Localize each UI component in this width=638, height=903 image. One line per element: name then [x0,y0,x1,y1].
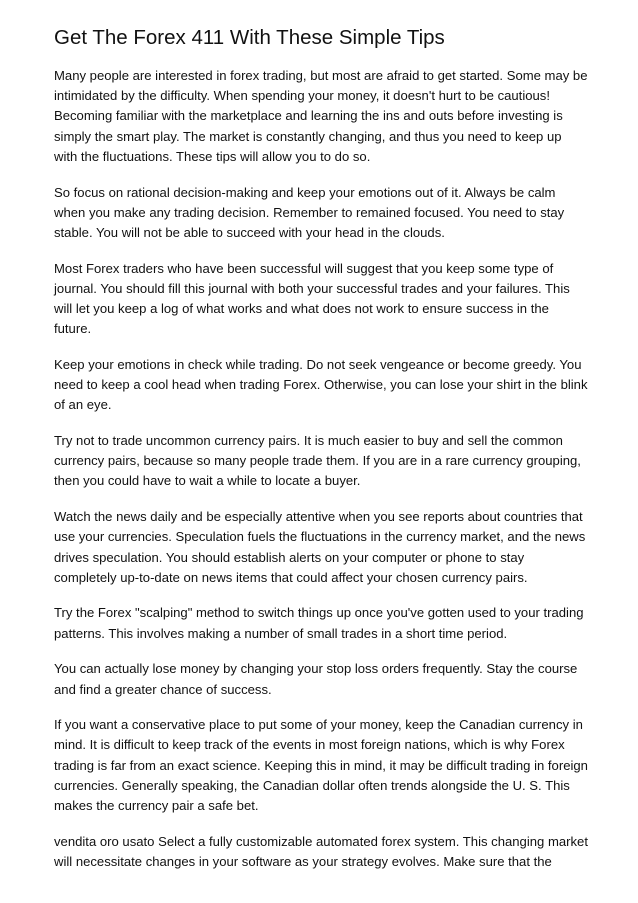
paragraph-9: If you want a conservative place to put some of your money, keep the Canadian currency in mind. It is difficult to keep track of the events in most foreign nations, which is why Forex trading is far from an exact science. Keeping this in mind, it may be difficult trading in foreign currencies. Generally speaking, the Canadian dollar often trends alongside the U. S. This makes the currency pair a safe bet. [54,717,588,814]
paragraph-4: Keep your emotions in check while trading. Do not seek vengeance or become greedy. You need to keep a cool head when trading Forex. Otherwise, you can lose your shirt in the blink of an eye. [54,356,588,413]
paragraph-2: So focus on rational decision-making and keep your emotions out of it. Always be calm when you make any trading decision. Remember to remained focused. You need to stay stable. You will not be able to succeed with your head in the clouds. [54,184,565,240]
paragraph-10: vendita oro usato Select a fully customizable automated forex system. This changing market will necessitate changes in your software as your strategy evolves. Make sure that the [54,833,588,869]
document-title: Get The Forex 411 With These Simple Tips [54,26,445,49]
paragraph-8: You can actually lose money by changing your stop loss orders frequently. Stay the course and find a greater chance of success. [54,661,578,697]
paragraph-6: Watch the news daily and be especially attentive when you see reports about countries that use your currencies. Speculation fuels the fluctuations in the currency market, and the news drives speculation. You should establish alerts on your computer or phone to stay completely up-to-date on news items that could affect your chosen currency pairs. [54,509,586,585]
paragraph-5: Try not to trade uncommon currency pairs. It is much easier to buy and sell the common currency pairs, because so many people trade them. If you are in a rare currency grouping, then you could have to wait a while to locate a buyer. [54,433,581,489]
document-page [54,24,588,888]
paragraph-1: Many people are interested in forex trading, but most are afraid to get started. Some may be intimidated by the difficulty. When spending your money, it doesn't hurt to be cautious! Becoming familiar with the marketplace and learning the ins and outs before investing is simply the smart play. The market is constantly changing, and thus you need to keep up with the fluctuations. These tips will allow you to do so. [54,68,588,164]
document-body [54,66,588,872]
paragraph-3: Most Forex traders who have been successful will suggest that you keep some type of journal. You should fill this journal with both your successful trades and your failures. This will let you keep a log of what works and what does not work to ensure success in the future. [54,260,570,337]
paragraph-7: Try the Forex "scalping" method to switch things up once you've gotten used to your trading patterns. This involves making a number of small trades in a short time period. [54,605,584,641]
